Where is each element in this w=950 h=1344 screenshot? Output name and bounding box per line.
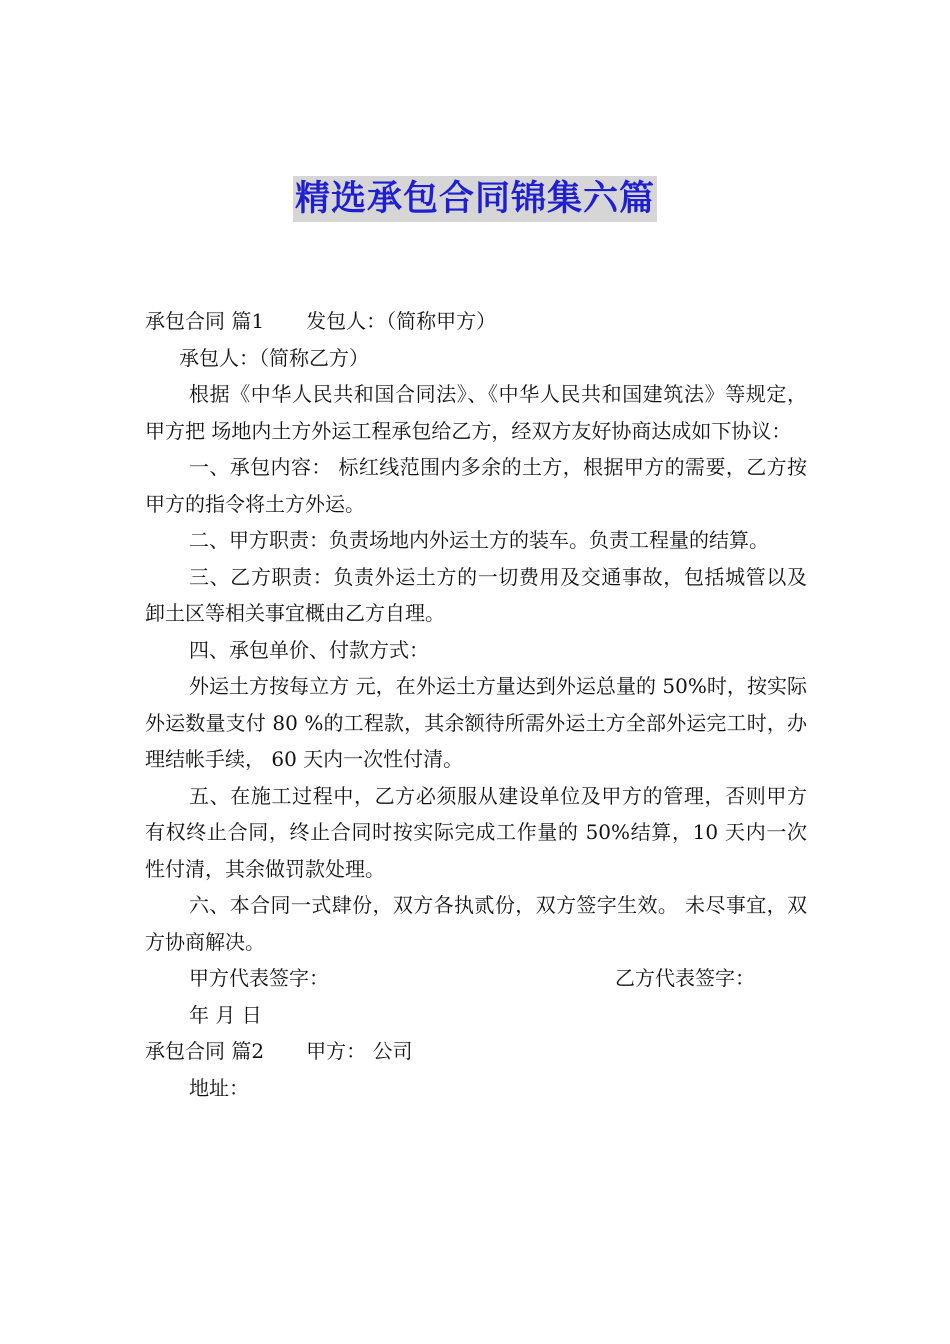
contractor-line: 承包人：（简称乙方） [179, 345, 369, 370]
document-title-wrap [0, 176, 950, 222]
date-line: 年 月 日 [189, 1002, 262, 1027]
signature-party-b: 乙方代表签字： [615, 966, 755, 990]
address-line: 地址： [189, 1075, 249, 1100]
employer-line: 发包人：（简称甲方） [306, 309, 497, 333]
para-scope: 一、承包内容： 标红线范围内多余的土方，根据甲方的需要，乙方按甲方的指令将土方外运。 [145, 455, 807, 516]
para-basis: 根据《中华人民共和国合同法》、《中华人民共和国建筑法》等规定，甲方把 场地内土方外运工程承包给乙方，经双方友好协商达成如下协议： [145, 382, 807, 443]
para-payment-detail: 外运土方按每立方 元，在外运土方量达到外运总量的 50%时，按实际外运数量支付 80 %的工程款，其余额待所需外运土方全部外运完工时，办理结帐手续， 60 天内一次性付清。 [145, 674, 807, 771]
para-management: 五、在施工过程中，乙方必须服从建设单位及甲方的管理，否则甲方有权终止合同，终止合同时按实际完成工作量的 50%结算，10 天内一次性付清，其余做罚款处理。 [145, 783, 807, 881]
para-payment-heading: 四、承包单价、付款方式： [189, 637, 429, 662]
signature-party-a: 甲方代表签字： [189, 966, 329, 990]
part1-heading-line [145, 303, 807, 340]
para-party-a-duties: 二、甲方职责：负责场地内外运土方的装车。负责工程量的结算。 [189, 528, 769, 552]
part2-heading-line [145, 1033, 807, 1070]
para-party-b-duties: 三、乙方职责：负责外运土方的一切费用及交通事故，包括城管以及卸土区等相关事宜概由乙方自理。 [145, 564, 807, 625]
part1-heading: 承包合同 篇1 [145, 309, 265, 333]
para-copies: 六、本合同一式肆份，双方各执贰份，双方签字生效。 未尽事宜，双方协商解决。 [145, 893, 807, 954]
document-title: 精选承包合同锦集六篇 [293, 176, 657, 222]
document-body [145, 303, 807, 1106]
signature-row [145, 960, 807, 997]
party-a-line: 甲方： 公司 [306, 1039, 413, 1063]
part2-heading: 承包合同 篇2 [145, 1039, 265, 1063]
